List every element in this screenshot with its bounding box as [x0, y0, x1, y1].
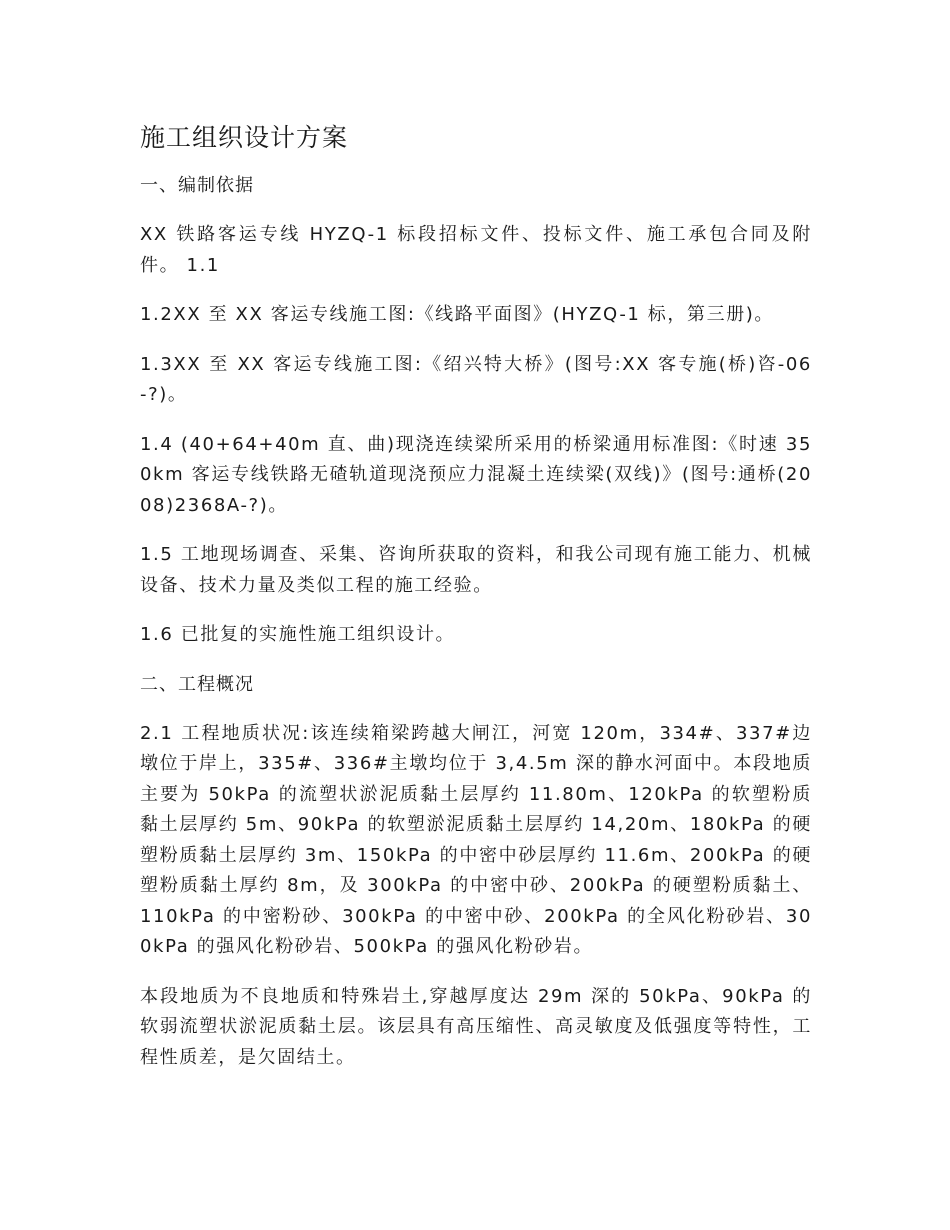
paragraph-basis-3: 1.3XX 至 XX 客运专线施工图:《绍兴特大桥》(图号:XX 客专施(桥)咨-06-?)。 — [140, 353, 812, 405]
paragraph-basis-4: 1.4 (40+64+40m 直、曲)现浇连续梁所采用的桥梁通用标准图:《时速 350km 客运专线铁路无碴轨道现浇预应力混凝土连续梁(双线)》(图号:通桥(2008)2368A-?)。 — [140, 433, 812, 516]
document-body — [140, 118, 812, 1092]
paragraph-soil-properties: 本段地质为不良地质和特殊岩土,穿越厚度达 29m 深的 50kPa、90kPa 的软弱流塑状淤泥质黏土层。该层具有高压缩性、高灵敏度及低强度等特性，工程性质差，是欠固结土。 — [140, 985, 812, 1068]
section-heading-basis: 一、编制依据 — [140, 175, 254, 196]
document-title: 施工组织设计方案 — [140, 123, 349, 152]
paragraph-basis-6: 1.6 已批复的实施性施工组织设计。 — [140, 624, 456, 645]
paragraph-basis-5: 1.5 工地现场调查、采集、咨询所获取的资料，和我公司现有施工能力、机械设备、技术力量及类似工程的施工经验。 — [140, 544, 812, 596]
paragraph-basis-2: 1.2XX 至 XX 客运专线施工图:《线路平面图》(HYZQ-1 标，第三册)。 — [140, 304, 775, 325]
paragraph-basis-1: XX 铁路客运专线 HYZQ-1 标段招标文件、投标文件、施工承包合同及附件。 1.1 — [140, 224, 812, 276]
section-heading-overview: 二、工程概况 — [140, 673, 254, 695]
paragraph-geology: 2.1 工程地质状况:该连续箱梁跨越大闸江，河宽 120m，334#、337#边墩位于岸上，335#、336#主墩均位于 3,4.5m 深的静水河面中。本段地质主要为 50kPa 的流塑状淤泥质黏土层厚约 11.80m、120kPa 的软塑粉质黏土层厚约 5m、90kPa 的软塑淤泥质黏土层厚约 14,20m、180kPa 的硬塑粉质黏土层厚约 3m、150kPa 的中密中砂层厚约 11.6m、200kPa 的硬塑粉质黏土厚约 8m，及 300kPa 的中密中砂、200kPa 的硬塑粉质黏土、110kPa 的中密粉砂、300kPa 的中密中砂、200kPa 的全风化粉砂岩、300kPa 的强风化粉砂岩、500kPa 的强风化粉砂岩。 — [140, 722, 812, 957]
